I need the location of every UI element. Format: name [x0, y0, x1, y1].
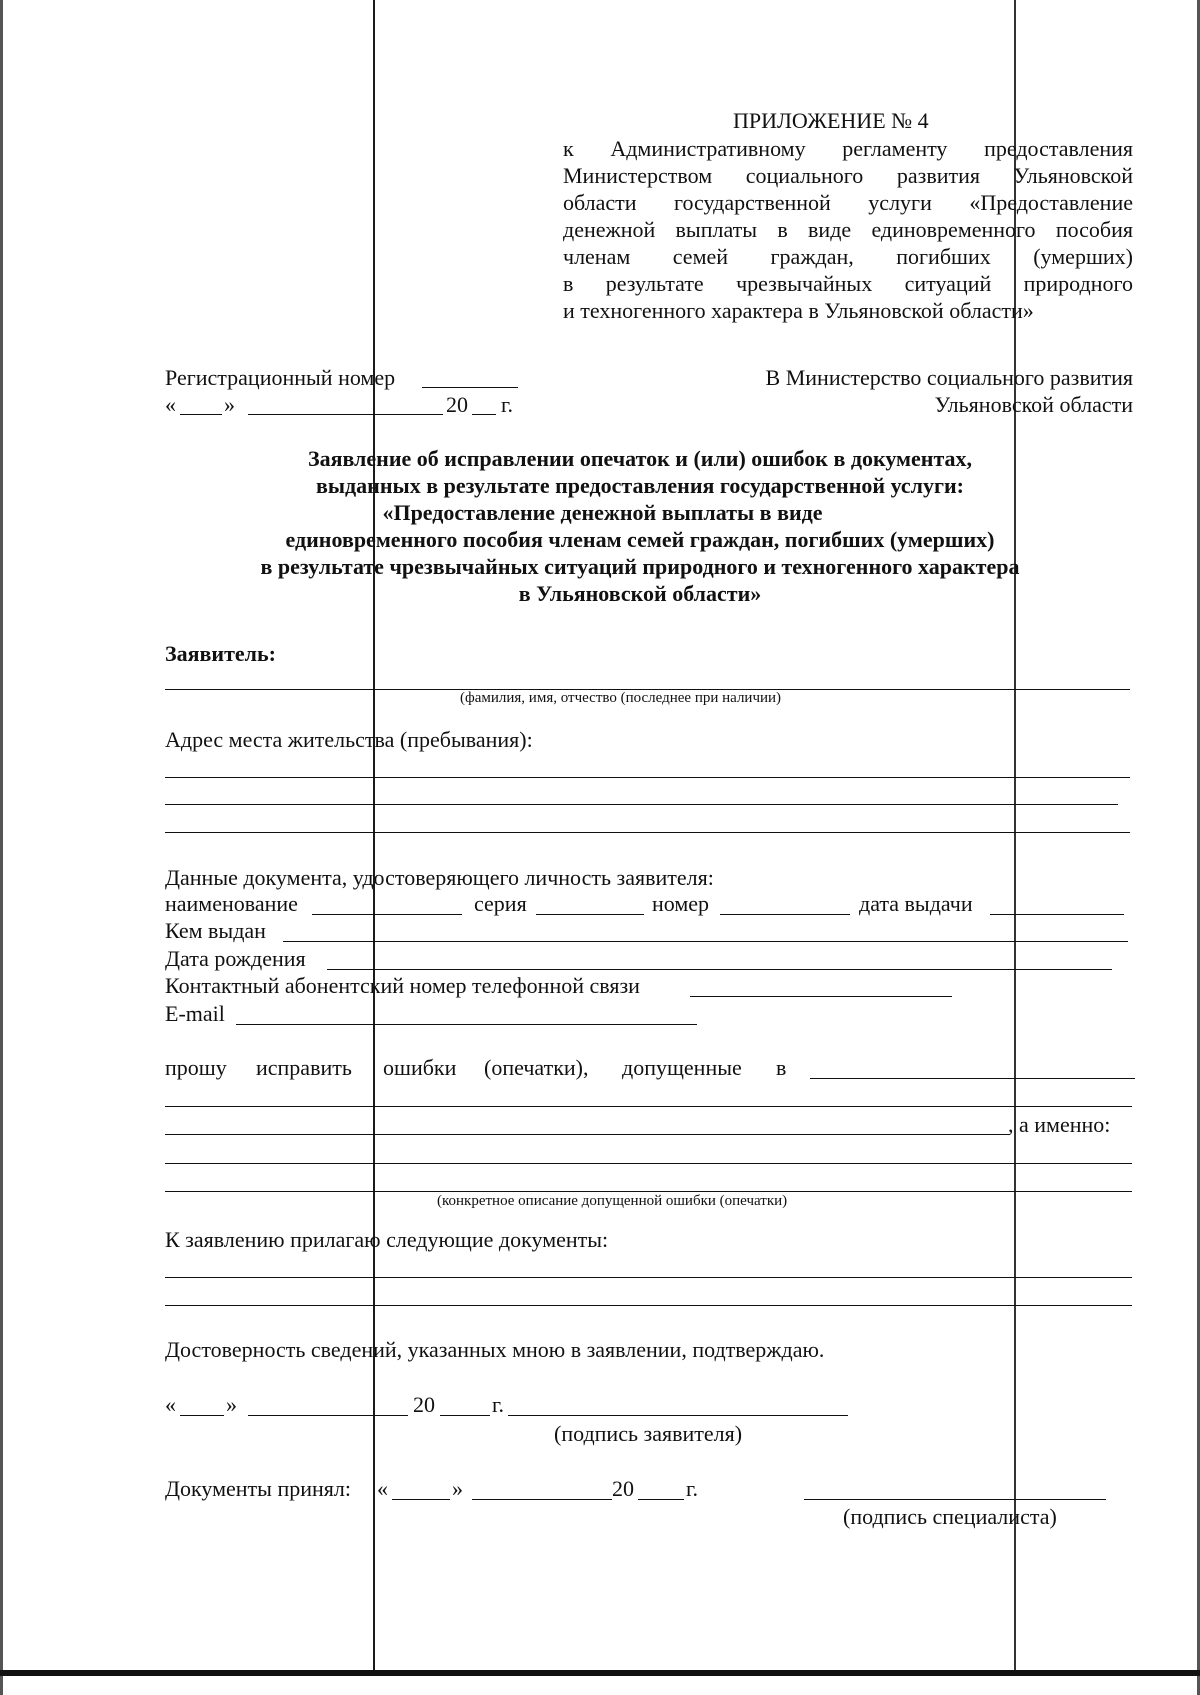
id-name-field[interactable]: [312, 890, 462, 915]
erroneous-document-field[interactable]: [810, 1054, 1135, 1079]
specialist-signature-field[interactable]: [804, 1475, 1106, 1500]
id-issue-date-label: дата выдачи: [859, 891, 973, 916]
id-series-field[interactable]: [536, 890, 644, 915]
id-number-label: номер: [652, 891, 710, 916]
accepted-quote-open: «: [377, 1476, 388, 1501]
request-word: исправить: [256, 1055, 352, 1080]
id-issued-by-field[interactable]: [283, 917, 1128, 942]
attachments-field-1[interactable]: [165, 1253, 1132, 1278]
appendix-title: ПРИЛОЖЕНИЕ № 4: [733, 108, 929, 133]
appendix-reference: [563, 135, 1133, 324]
phone-label: Контактный абонентский номер телефонной связи: [165, 973, 640, 998]
request-word: прошу: [165, 1055, 227, 1080]
attachments-field-2[interactable]: [165, 1281, 1132, 1306]
registration-year-field[interactable]: [472, 390, 496, 415]
registration-number-field[interactable]: [422, 363, 518, 388]
confirm-quote-close: »: [226, 1392, 237, 1417]
phone-field[interactable]: [690, 972, 952, 997]
heading-line: в результате чрезвычайных ситуаций природного и техногенного характера: [260, 554, 1020, 579]
recipient-line-2: Ульяновской области: [934, 392, 1133, 417]
confirm-year-field[interactable]: [440, 1391, 490, 1416]
applicant-name-field[interactable]: [165, 665, 1130, 690]
id-issued-by-label: Кем выдан: [165, 918, 266, 943]
accepted-month-field[interactable]: [472, 1475, 612, 1500]
scan-bottom-edge: [0, 1670, 1200, 1676]
registration-year-suffix: г.: [501, 392, 514, 417]
birth-date-label: Дата рождения: [165, 946, 306, 971]
specialist-signature-caption: (подпись специалиста): [843, 1504, 1057, 1529]
address-field-3[interactable]: [165, 808, 1130, 833]
id-name-label: наименование: [165, 891, 298, 916]
request-word: в: [776, 1055, 787, 1080]
confirm-year-prefix: 20: [413, 1392, 435, 1417]
heading-line: Заявление об исправлении опечаток и (или) ошибок в документах,: [307, 446, 973, 471]
appendix-line: области государственной услуги «Предоставление: [563, 190, 1133, 215]
form-heading: [160, 445, 1120, 607]
request-word: ошибки: [383, 1055, 457, 1080]
namely-label: , а именно:: [1008, 1112, 1111, 1137]
scan-fold-line-left: [373, 0, 375, 1670]
appendix-line: денежной выплаты в виде единовременного пособия: [563, 217, 1133, 242]
applicant-label: Заявитель:: [165, 641, 276, 666]
applicant-name-caption: (фамилия, имя, отчество (последнее при наличии): [460, 690, 782, 706]
heading-line: в Ульяновской области»: [518, 581, 762, 606]
appendix-line: к Административному регламенту предоставления: [563, 136, 1133, 161]
confirm-quote-open: «: [165, 1392, 176, 1417]
error-description-caption: (конкретное описание допущенной ошибки (опечатки): [437, 1193, 788, 1209]
applicant-signature-caption: (подпись заявителя): [554, 1421, 743, 1446]
heading-line: «Предоставление денежной выплаты в виде: [382, 500, 823, 525]
recipient-line-1: В Министерство социального развития: [765, 365, 1133, 390]
accepted-day-field[interactable]: [392, 1475, 450, 1500]
registration-quote-open: «: [165, 392, 176, 417]
registration-quote-close: »: [224, 392, 235, 417]
confirm-day-field[interactable]: [180, 1391, 224, 1416]
appendix-line: и техногенного характера в Ульяновской области»: [563, 298, 1034, 323]
heading-line: выданных в результате предоставления государственной услуги:: [315, 473, 964, 498]
email-field[interactable]: [236, 1000, 697, 1025]
birth-date-field[interactable]: [327, 945, 1112, 970]
accepted-year-field[interactable]: [638, 1475, 684, 1500]
accepted-year-suffix: г.: [686, 1476, 699, 1501]
error-description-field-2[interactable]: [165, 1167, 1132, 1192]
confirm-month-field[interactable]: [248, 1391, 408, 1416]
request-word: (опечатки),: [484, 1055, 589, 1080]
confirm-year-suffix: г.: [492, 1392, 505, 1417]
attachments-label: К заявлению прилагаю следующие документы:: [165, 1227, 609, 1252]
confirmation-text: Достоверность сведений, указанных мною в заявлении, подтверждаю.: [165, 1337, 825, 1362]
appendix-line: в результате чрезвычайных ситуаций природного: [563, 271, 1133, 296]
erroneous-document-field-3[interactable]: [165, 1110, 1010, 1135]
erroneous-document-field-2[interactable]: [165, 1082, 1132, 1107]
applicant-signature-field[interactable]: [508, 1391, 848, 1416]
accepted-year-prefix: 20: [612, 1476, 634, 1501]
accepted-label: Документы принял:: [165, 1476, 351, 1501]
registration-year-prefix: 20: [446, 392, 468, 417]
email-label: E-mail: [165, 1001, 225, 1026]
heading-line: единовременного пособия членам семей граждан, погибших (умерших): [285, 527, 995, 552]
id-number-field[interactable]: [720, 890, 850, 915]
id-series-label: серия: [474, 891, 527, 916]
id-issue-date-field[interactable]: [990, 890, 1124, 915]
scan-edge-left: [0, 0, 3, 1695]
registration-number-label: Регистрационный номер: [165, 365, 396, 390]
appendix-line: Министерством социального развития Ульяновской: [563, 163, 1133, 188]
appendix-line: членам семей граждан, погибших (умерших): [563, 244, 1133, 269]
request-word: допущенные: [622, 1055, 742, 1080]
address-field-2[interactable]: [165, 780, 1118, 805]
registration-day-field[interactable]: [180, 390, 222, 415]
accepted-quote-close: »: [452, 1476, 463, 1501]
address-label: Адрес места жительства (пребывания):: [165, 727, 533, 752]
id-document-title: Данные документа, удостоверяющего личность заявителя:: [165, 865, 714, 890]
error-description-field-1[interactable]: [165, 1139, 1132, 1164]
address-field-1[interactable]: [165, 753, 1130, 778]
registration-month-field[interactable]: [248, 390, 443, 415]
